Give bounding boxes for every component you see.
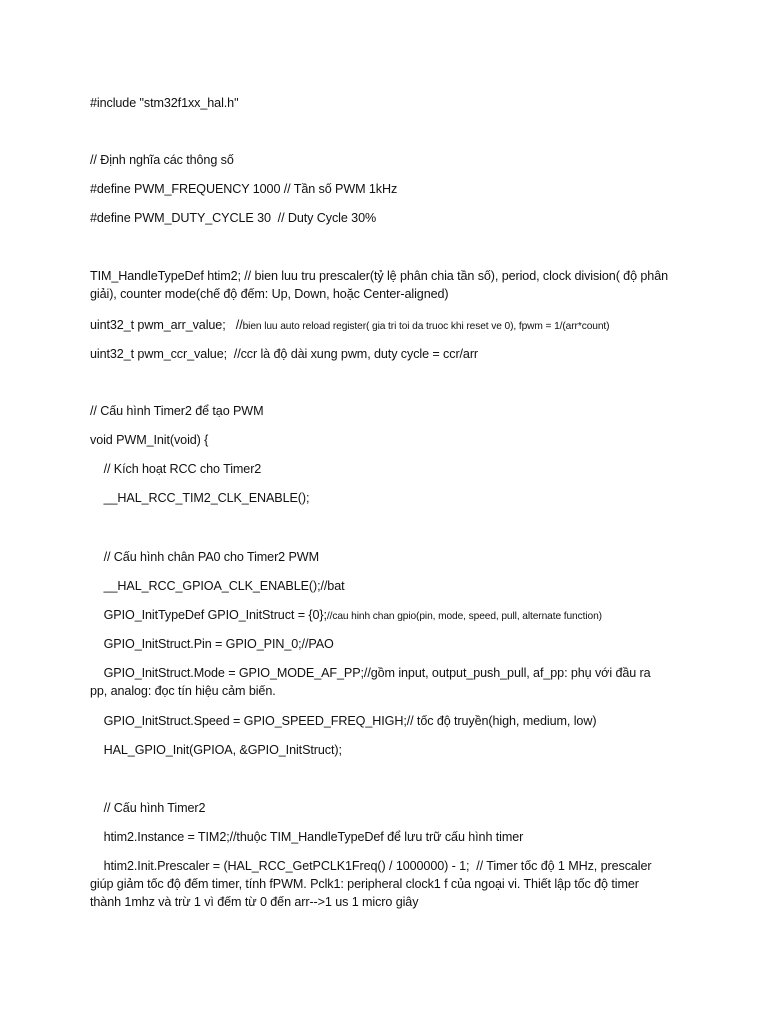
pwm-init-signature: void PWM_Init(void) { bbox=[90, 433, 209, 447]
tim-handle-line: TIM_HandleTypeDef htim2; // bien luu tru prescaler(tỷ lệ phân chia tần số), period, clock division( độ phân giải), counter mode(chế độ đếm: Up, Down, hoặc Center-aligned) bbox=[90, 269, 672, 301]
define-frequency-line: #define PWM_FREQUENCY 1000 // Tần số PWM 1kHz bbox=[90, 182, 398, 196]
gpio-mode-line: GPIO_InitStruct.Mode = GPIO_MODE_AF_PP;//gồm input, output_push_pull, af_pp: phụ với đầu ra pp, analog: đọc tín hiệu cảm biến. bbox=[90, 666, 654, 698]
comment-pa0-config: // Cấu hình chân PA0 cho Timer2 PWM bbox=[90, 550, 319, 564]
arr-value-code: uint32_t pwm_arr_value; // bbox=[90, 318, 243, 332]
ccr-value-line: uint32_t pwm_ccr_value; //ccr là độ dài xung pwm, duty cycle = ccr/arr bbox=[90, 347, 479, 361]
htim2-instance-line: htim2.Instance = TIM2;//thuộc TIM_HandleTypeDef để lưu trữ cấu hình timer bbox=[90, 830, 524, 844]
htim2-prescaler-line: htim2.Init.Prescaler = (HAL_RCC_GetPCLK1Freq() / 1000000) - 1; // Timer tốc độ 1 MHz, prescaler giúp giảm tốc độ đếm timer, tính fPWM. Pclk1: peripheral clock1 f của ngoại vi. Thiết lập tốc độ timer thành 1mhz và trừ 1 vì đếm từ 0 đến arr-->1 us 1 micro giây bbox=[90, 859, 655, 909]
gpioa-clk-enable-line: __HAL_RCC_GPIOA_CLK_ENABLE();//bat bbox=[90, 579, 345, 593]
arr-value-comment: bien luu auto reload register( gia tri toi da truoc khi reset ve 0), fpwm = 1/(arr*count) bbox=[242, 321, 610, 332]
gpio-init-struct-line bbox=[90, 606, 670, 626]
comment-timer2-pwm: // Cấu hình Timer2 để tạo PWM bbox=[90, 404, 264, 418]
gpio-init-struct-comment: //cau hinh chan gpio(pin, mode, speed, pull, alternate function) bbox=[326, 611, 602, 622]
gpio-speed-line: GPIO_InitStruct.Speed = GPIO_SPEED_FREQ_HIGH;// tốc độ truyền(high, medium, low) bbox=[90, 714, 597, 728]
gpio-init-struct-code: GPIO_InitTypeDef GPIO_InitStruct = {0}; bbox=[90, 608, 327, 622]
comment-params: // Định nghĩa các thông số bbox=[90, 153, 234, 167]
arr-value-line bbox=[90, 316, 670, 336]
gpio-init-call-line: HAL_GPIO_Init(GPIOA, &GPIO_InitStruct); bbox=[90, 743, 342, 757]
include-line: #include "stm32f1xx_hal.h" bbox=[90, 96, 239, 110]
gpio-pin-line: GPIO_InitStruct.Pin = GPIO_PIN_0;//PAO bbox=[90, 637, 334, 651]
comment-timer2-config: // Cấu hình Timer2 bbox=[90, 801, 206, 815]
define-duty-line: #define PWM_DUTY_CYCLE 30 // Duty Cycle 30% bbox=[90, 211, 377, 225]
comment-rcc-enable: // Kích hoạt RCC cho Timer2 bbox=[90, 462, 262, 476]
tim2-clk-enable-line: __HAL_RCC_TIM2_CLK_ENABLE(); bbox=[90, 491, 310, 505]
